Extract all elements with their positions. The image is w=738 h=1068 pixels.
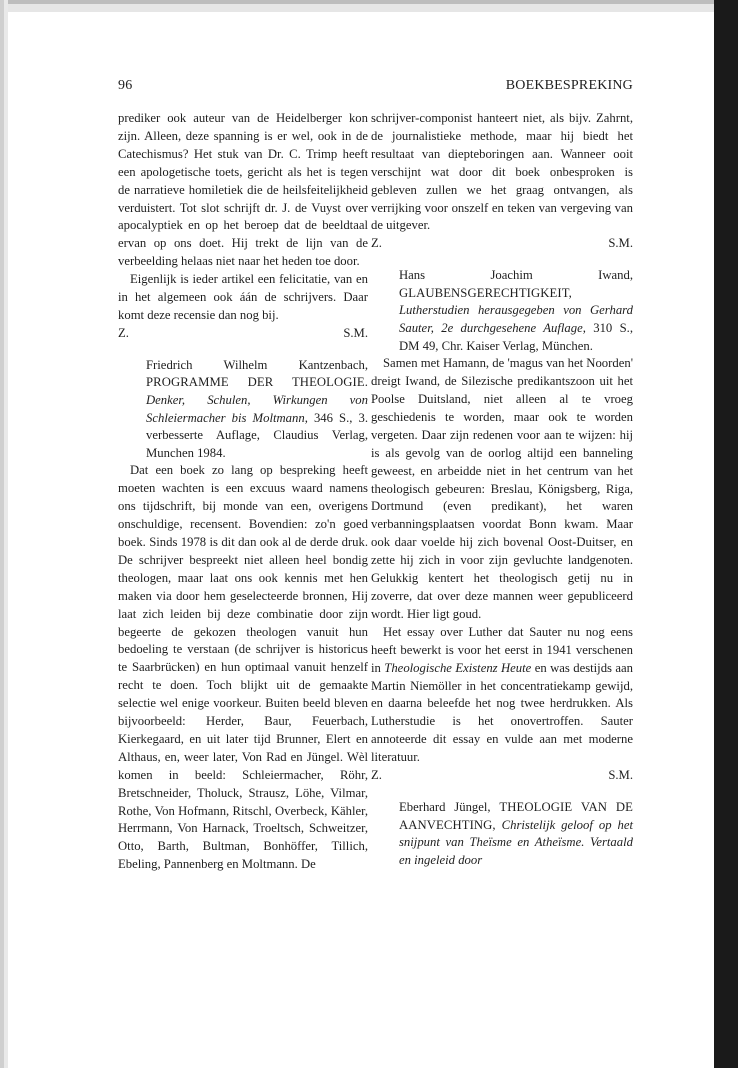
review-paragraph: prediker ook auteur van de Heidelberger kon zijn. Alleen, deze spanning is er wel, ook in de Catechismus? Het stuk van Dr. C. Trimp heeft een apologetische toets, gericht als het is tegen de narratieve homiletiek die de heilsfeitelijkheid verduistert. Tot slot schrijft dr. J. de Vuyst over apocalyptiek en op het beroep dat de beeldtaal ervan op ons doet. Hij trekt de lijn van de verbeelding helaas niet naar het heden toe door. bbox=[118, 111, 368, 269]
book-title: GLAUBENSGERECHTIGKEIT, bbox=[399, 285, 572, 300]
book-entry bbox=[399, 267, 633, 355]
right-column bbox=[371, 110, 633, 869]
scan-edge-right bbox=[714, 0, 738, 1068]
book-title: PROGRAMME DER THEOLOGIE. bbox=[146, 375, 368, 390]
book-subtitle: Denker, Schulen, Wirkungen von Schleiermacher bis Moltmann, bbox=[146, 392, 368, 425]
book-author: Friedrich Wilhelm Kantzenbach, bbox=[146, 357, 368, 372]
paragraph-text: en was destijds aan Martin Niemöller in het concentratiekamp gewijd, en daarna beleefde het nog twee herdrukken. Als Lutherstudie is het onovertroffen. Sauter annoteerde dit essay en vulde aan met moderne literatuur. bbox=[371, 660, 633, 765]
book-details: 310 S., DM 49, Chr. Kaiser Verlag, München. bbox=[399, 321, 633, 353]
signature-place: Z. bbox=[371, 236, 382, 251]
book-title: THEOLOGIE VAN DE AANVECHTING, bbox=[399, 799, 633, 832]
cited-title: Theologische Existenz Heute bbox=[384, 660, 532, 675]
review-signature bbox=[371, 767, 633, 785]
signature-initials: S.M. bbox=[343, 325, 368, 340]
review-signature bbox=[118, 325, 368, 343]
signature-place: Z. bbox=[118, 325, 129, 340]
book-entry bbox=[399, 799, 633, 869]
signature-initials: S.M. bbox=[608, 236, 633, 251]
review-paragraph: schrijver-componist hanteert niet, als bijv. Zahrnt, de journalistieke methode, maar hij biedt het resultaat van diepteboringen aan. Wanneer ooit verschijnt wat door dit boek onbesproken is gebleven zullen we het graag ontvangen, als verrijking voor onszelf en teken van vergeving van de uitgever. bbox=[371, 111, 633, 233]
paragraph-text: Het essay over Luther dat Sauter nu nog eens heeft bewerkt is voor het eerst in 1941 verschenen in bbox=[371, 624, 633, 675]
signature-place: Z. bbox=[371, 768, 382, 783]
book-details: 346 S., 3. verbesserte Auflage, Claudius Verlag, Munchen 1984. bbox=[146, 410, 368, 460]
scan-edge-top-shadow bbox=[0, 0, 738, 4]
review-paragraph: Samen met Hamann, de 'magus van het Noorden' dreigt Iwand, de Silezische predikantszoon uit het Poolse Duitsland, niet alleen al te vroeg geschiedenis te worden, maar ook te worden vergeten. Daar zijn redenen voor aan te wijzen: hij is als gevolg van de oorlog altijd een banneling geweest, en arbeidde niet in het centrum van het theologisch gebeuren: Breslau, Königsberg, Riga, Dortmund (even predikant), het waren verbanningsplaatsen voordat Bonn kwam. Maar ook daar voelde hij zich bovenal Oost-Duitser, en zette hij zich in voor zijn gevluchte landgenoten. Gelukkig kentert het theologisch getij nu in zoverre, dat over deze mannen weer gepubliceerd wordt. Hier ligt goud. bbox=[371, 356, 633, 621]
book-author: Hans Joachim Iwand, bbox=[399, 268, 633, 283]
book-entry bbox=[146, 357, 368, 463]
book-subtitle: Lutherstudien herausgegeben von Gerhard Sauter, 2e durchgesehene Auflage, bbox=[399, 303, 633, 336]
review-paragraph: Eigenlijk is ieder artikel een felicitatie, van en in het algemeen ook áán de schrijvers. Daar komt deze recensie dan nog bij. bbox=[118, 272, 368, 322]
review-paragraph bbox=[371, 624, 633, 767]
review-paragraph: Dat een boek zo lang op bespreking heeft moeten wachten is een excuus waard namens ons tijdschrift, bij monde van een, overigens onschuldige, recensent. Bovendien: zo'n goed boek. Sinds 1978 is dit dan ook al de derde druk. De schrijver bespreekt niet alleen heel bondig theologen, maar laat ons ook kennis met hen maken via door hem geselecteerde bronnen, Hij laat zich leiden bij deze combinatie door zijn begeerte de gekozen theologen vanuit hun bedoeling te verstaan (de schrijver is historicus te Saarbrücken) en hun optimaal vanuit henzelf recht te doen. Toch blijkt uit de gemaakte selectie wel enige voorkeur. Buiten beeld bleven bijvoorbeeld: Herder, Baur, Feuerbach, Kierkegaard, en uit later tijd Brunner, Elert en Althaus, en, weer later, Von Rad en Jüngel. Wèl komen in beeld: Schleiermacher, Röhr, Bretschneider, Tholuck, Strausz, Löhe, Vilmar, Rothe, Von Hofmann, Ritschl, Overbeck, Kähler, Herrmann, Von Harnack, Troeltsch, Schweitzer, Otto, Barth, Bultman, Bonhöffer, Tillich, Ebeling, Pannenberg en Moltmann. De bbox=[118, 463, 368, 872]
section-title: BOEKBESPREKING bbox=[505, 78, 633, 93]
scan-edge-left-shadow bbox=[0, 0, 4, 1068]
signature-initials: S.M. bbox=[608, 768, 633, 783]
book-author: Eberhard Jüngel, bbox=[399, 799, 491, 814]
left-column bbox=[118, 110, 368, 874]
book-subtitle: Christelijk geloof op het snijpunt van Theïsme en Atheïsme. Vertaald en ingeleid door bbox=[399, 817, 633, 867]
page-number: 96 bbox=[118, 78, 133, 93]
review-signature bbox=[371, 235, 633, 253]
